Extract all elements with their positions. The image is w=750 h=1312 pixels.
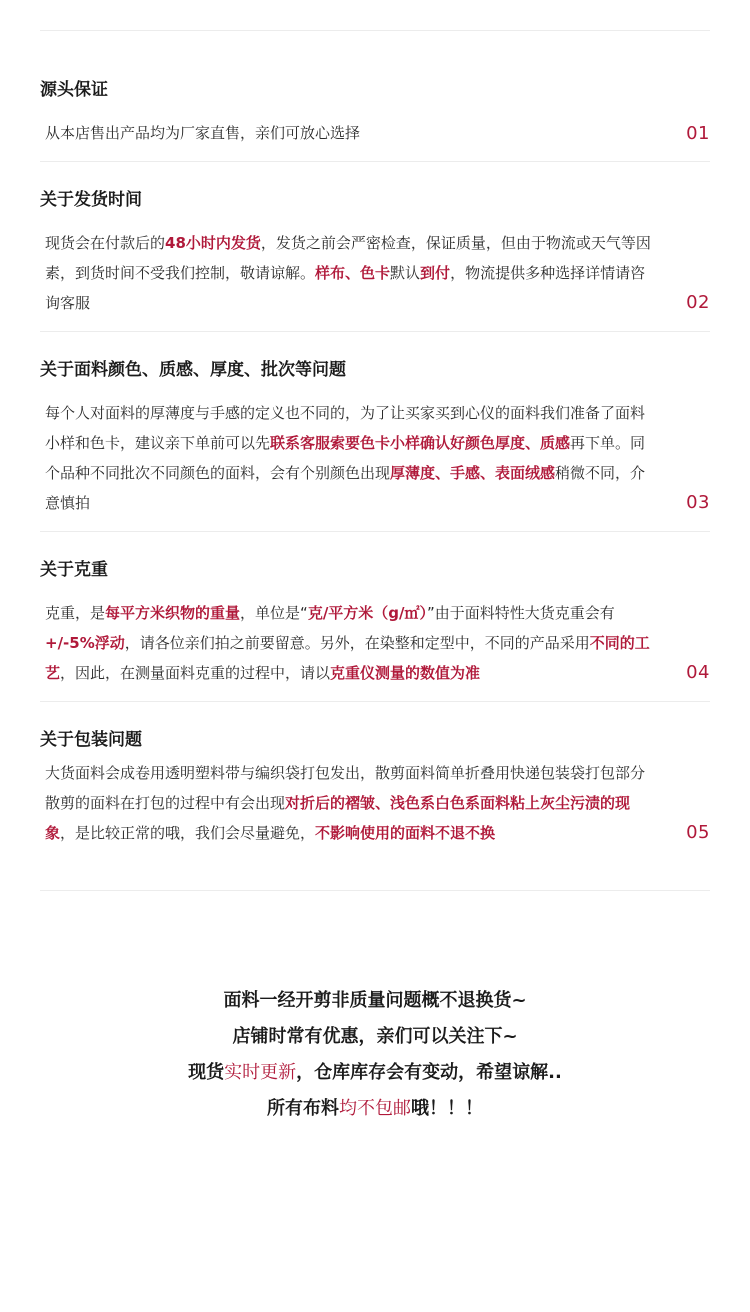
body-text: ”由于面料特性大货克重会有	[427, 604, 615, 622]
section-shipping-time	[40, 188, 710, 332]
section-number: 04	[686, 662, 710, 683]
highlight-text: 不影响使用的面料不退不换	[315, 824, 496, 842]
footer-highlight: 均不包邮	[339, 1098, 411, 1119]
highlight-text: 对折后的褶皱、浅色系白色系面料粘上灰尘污渍的现象	[45, 794, 631, 842]
body-text: ，请各位亲们拍之前要留意。另外，在染整和定型中，不同的产品采用	[124, 634, 590, 652]
section-title: 源头保证	[40, 80, 108, 100]
section-divider	[40, 890, 710, 891]
highlight-text: 到付	[420, 264, 451, 282]
section-body	[45, 758, 657, 848]
highlight-text: 48小时内发货	[165, 234, 261, 252]
highlight-text: 样布、色卡	[315, 264, 391, 282]
section-number: 02	[686, 292, 710, 313]
section-fabric-quality	[40, 358, 710, 532]
highlight-text: 每平方米织物的重量	[105, 604, 241, 622]
section-gram-weight	[40, 558, 710, 702]
footer-notice	[0, 983, 750, 1127]
section-packaging	[40, 728, 710, 891]
footer-text: ，仓库库存会有变动，希望谅解..	[296, 1062, 562, 1083]
section-body	[45, 598, 657, 688]
footer-text: 哦！！！	[411, 1098, 483, 1119]
highlight-text: 克/平方米（g/㎡）	[307, 604, 428, 622]
section-source-guarantee	[40, 78, 710, 162]
top-divider	[40, 30, 710, 31]
body-text: 默认	[390, 264, 421, 282]
highlight-text: 厚薄度、手感、表面绒感	[390, 464, 556, 482]
section-divider	[40, 161, 710, 162]
section-body	[45, 228, 657, 318]
section-title: 关于发货时间	[40, 190, 142, 210]
section-divider	[40, 331, 710, 332]
footer-line-1: 面料一经开剪非质量问题概不退换货~	[223, 990, 527, 1011]
body-text: ，单位是“	[240, 604, 308, 622]
footer-text: 现货	[188, 1062, 225, 1083]
highlight-text: +/-5%浮动	[45, 634, 125, 652]
section-body	[45, 398, 657, 518]
section-title: 关于包装问题	[40, 730, 142, 750]
section-divider	[40, 531, 710, 532]
body-text: 大货面料会成卷用透明塑料带与编织袋打包发出，散剪面料简单折叠用快递包装袋打包部分散剪的面料在打包的过程中有会出现	[45, 764, 646, 812]
footer-text: 所有布料	[267, 1098, 339, 1119]
highlight-text: 克重仪测量的数值为准	[330, 664, 481, 682]
section-number: 05	[686, 822, 710, 843]
footer-line-3	[0, 1055, 750, 1091]
highlight-text: 联系客服索要色卡小样确认好颜色厚度、质感	[270, 434, 571, 452]
body-text: 稍微不同，介意慎拍	[45, 464, 646, 512]
body-text: 从本店售出产品均为厂家直售，亲们可放心选择	[45, 124, 361, 142]
footer-highlight: 实时更新	[224, 1062, 297, 1083]
body-text: ，是比较正常的哦，我们会尽量避免，	[60, 824, 316, 842]
body-text: 现货会在付款后的	[45, 234, 166, 252]
body-text: 每个人对面料的厚薄度与手感的定义也不同的，为了让买家买到心仪的面料我们准备了面料小样和色卡，建议亲下单前可以先	[45, 404, 646, 452]
highlight-text: 不同的工艺	[45, 634, 650, 682]
body-text: ，物流提供多种选择详情请咨询客服	[45, 264, 646, 312]
body-text: 克重，是	[45, 604, 106, 622]
footer-line-2: 店铺时常有优惠，亲们可以关注下~	[232, 1026, 518, 1047]
section-divider	[40, 701, 710, 702]
section-number: 03	[686, 492, 710, 513]
body-text: ，发货之前会严密检查，保证质量，但由于物流或天气等因素，到货时间不受我们控制，敬请谅解。	[45, 234, 651, 282]
section-title: 关于克重	[40, 560, 108, 580]
section-number: 01	[686, 123, 710, 144]
footer-line-4	[0, 1091, 750, 1127]
body-text: ，因此，在测量面料克重的过程中，请以	[60, 664, 331, 682]
section-body	[45, 118, 657, 148]
body-text: 再下单。同个品种不同批次不同颜色的面料，会有个别颜色出现	[45, 434, 646, 482]
section-title: 关于面料颜色、质感、厚度、批次等问题	[40, 360, 346, 380]
